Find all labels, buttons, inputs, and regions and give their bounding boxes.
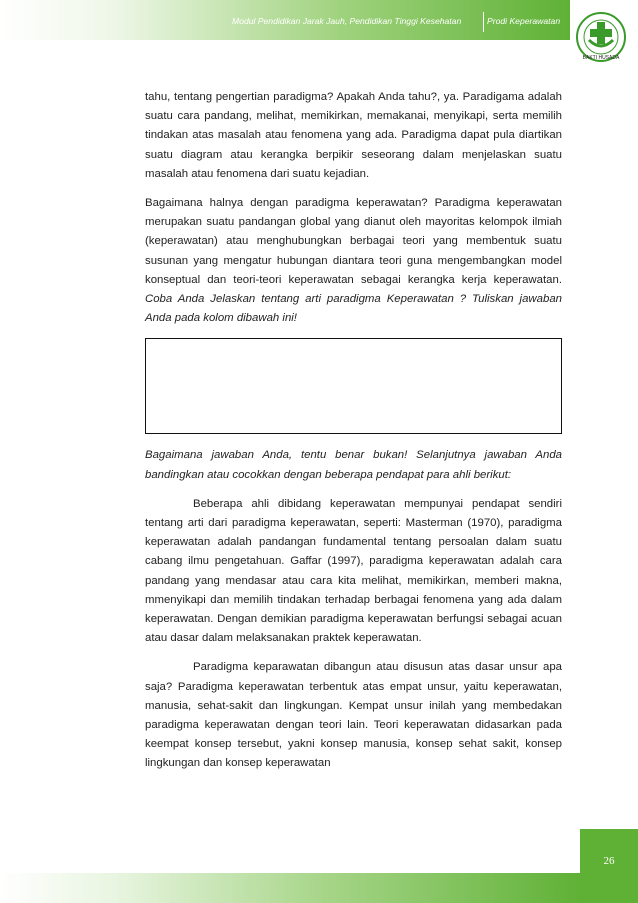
paragraph-5: Paradigma keparawatan dibangun atau disusun atas dasar unsur apa saja? Paradigma keperawatan terbentuk atas empat unsur, yaitu keperawatan, manusia, sehat-sakit dan lingkungan. Kempat unsur inilah yang membedakan paradigma keperawatan dengan teori lain. Teori keperawatan didasarkan pada keempat konsep tersebut, yakni konsep manusia, konsep sehat sakit, konsep lingkungan dan konsep keperawatan [145,661,562,770]
footer-bar [0,873,580,903]
paragraph-1: tahu, tentang pengertian paradigma? Apakah Anda tahu?, ya. Paradigama adalah suatu cara pandang, melihat, memikirkan, memakanai, menyikapi, serta memilih tindakan atas masalah atau fenomena yang ada. Paradigma dapat pula diartikan suatu diagram atau kerangka berpikir seseorang dalam menjelaskan suatu masalah atau fenomena dari suatu kejadian. [145,91,562,180]
answer-box[interactable] [145,338,562,434]
header-program-text: Prodi Keperawatan [487,16,561,26]
document-body [145,88,562,784]
header-separator [483,12,484,32]
paragraph-2-text: Bagaimana halnya dengan paradigma keperawatan? Paradigma keperawatan merupakan suatu pandangan global yang dianut oleh mayoritas kelompok ilmiah (keperawatan) atau menghubungkan berbagai teori yang membentuk suatu susunan yang mengatur hubungan diantara teori guna mengembangkan model konseptual dan teori-teori keperawatan sebagai kerangka kerja keperawatan. [145,197,562,286]
paragraph-3: Bagaimana jawaban Anda, tentu benar bukan! Selanjutnya jawaban Anda bandingkan atau cocokkan dengan beberapa pendapat para ahli berikut: [145,449,562,481]
logo-text: BAKTI HUSADA [582,55,620,61]
bakti-husada-logo-icon [575,10,627,70]
paragraph-4: Beberapa ahli dibidang keperawatan mempunyai pendapat sendiri tentang arti dari paradigma keperawatan, seperti: Masterman (1970), paradigma keperawatan adalah pandangan fundamental tentang persoalan dalam suatu cabang ilmu pengetahuan. Gaffar (1997), paradigma keperawatan adalah cara pandang yang mendasar atau cara kita melihat, memikirkan, memberi makna, mmenyikapi dan memilih tindakan terhadap berbagai fenomena yang ada dalam keperawatan. Dengan demikian paradigma keperawatan berfungsi sebagai acuan atau dasar dalam melaksanakan praktek keperawatan. [145,497,562,645]
paragraph-2-instruction: Coba Anda Jelaskan tentang arti paradigma Keperawatan ? Tuliskan jawaban Anda pada kolom dibawah ini! [145,293,562,325]
paragraph-2 [145,194,562,328]
header-module-text: Modul Pendidikan Jarak Jauh, Pendidikan Tinggi Kesehatan [232,16,462,26]
page-number: 26 [603,855,615,867]
page-number-box [580,829,638,903]
